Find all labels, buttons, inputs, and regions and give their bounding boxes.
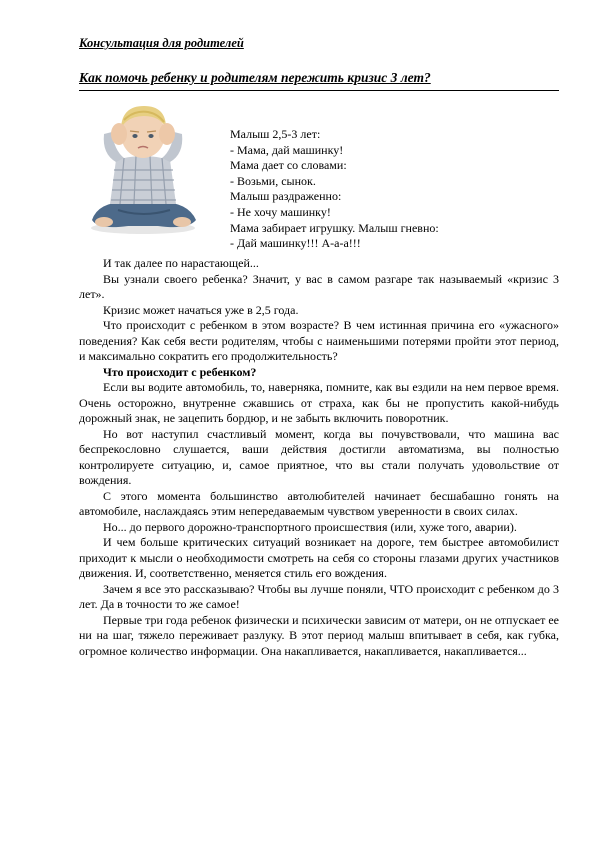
paragraph: С этого момента большинство автолюбителей начинает бесшабашно гонять на автомобиле, наслаждаясь этим непередаваемым чувством уверенности в своих силах.	[79, 488, 559, 518]
dialogue-line: Малыш раздраженно:	[230, 189, 342, 204]
paragraph: И чем больше критических ситуаций возникает на дороге, тем быстрее автомобилист приходит к мысли о необходимости смотреть на себя со стороны глазами других участников движения. И, соответственно, меняется стиль его вождения.	[79, 535, 559, 580]
dialogue-line: Мама забирает игрушку. Малыш гневно:	[230, 220, 439, 235]
paragraph: Кризис может начаться уже в 2,5 года.	[103, 302, 299, 317]
consultation-label: Консультация для родителей	[79, 36, 244, 50]
section-heading: Что происходит с ребенком?	[103, 364, 257, 379]
paragraph: Зачем я все это рассказываю? Чтобы вы лучше поняли, ЧТО происходит с ребенком до 3 лет. Да в точности то же самое!	[79, 581, 559, 611]
dialogue-line: - Не хочу машинку!	[230, 204, 331, 219]
title-underline-rule	[79, 90, 559, 91]
dialogue-line: Мама дает со словами:	[230, 158, 347, 173]
paragraph: Но вот наступил счастливый момент, когда вы почувствовали, что машина вас беспрекословно слушается, ваши действия достигли автоматизма, вы полностью контролируете ситуацию, и, самое приятное, что вы стали получать удовольствие от вождения.	[79, 426, 559, 487]
paragraph: Если вы водите автомобиль, то, наверняка, помните, как вы ездили на нем первое время. Очень осторожно, внутренне сжавшись от страха, как бы не пропустить какой-нибудь дорожный знак, не зацепить бордюр, и не забыть включить поворотник.	[79, 380, 559, 425]
dialogue-block	[230, 127, 530, 252]
document-title: Как помочь ребенку и родителям пережить кризис 3 лет?	[79, 70, 431, 85]
paragraph: И так далее по нарастающей...	[103, 256, 259, 270]
child-covering-ears-photo	[78, 98, 208, 236]
dialogue-line: - Дай машинку!!! А-а-а!!!	[230, 236, 361, 251]
dialogue-line: - Возьми, сынок.	[230, 173, 316, 188]
paragraph: Первые три года ребенок физически и психически зависим от матери, он не отпускает ее ни на шаг, тяжело переживает разлуку. В этот период малыш впитывает в себя, как губка, огромное количество информации. Она накапливается, накапливается, накапливается...	[79, 612, 559, 658]
article-body	[79, 256, 559, 659]
paragraph: Но... до первого дорожно-транспортного происшествия (или, хуже того, аварии).	[103, 519, 517, 534]
dialogue-line: Малыш 2,5-3 лет:	[230, 127, 321, 141]
dialogue-line: - Мама, дай машинку!	[230, 142, 344, 157]
paragraph: Что происходит с ребенком в этом возрасте? В чем истинная причина его «ужасного» поведения? Как себя вести родителям, чтобы с наименьшими потерями пройти этот период, и максимально сократить его продолжительность?	[79, 318, 559, 363]
paragraph: Вы узнали своего ребенка? Значит, у вас в самом разгаре так называемый «кризис 3 лет».	[79, 271, 559, 301]
